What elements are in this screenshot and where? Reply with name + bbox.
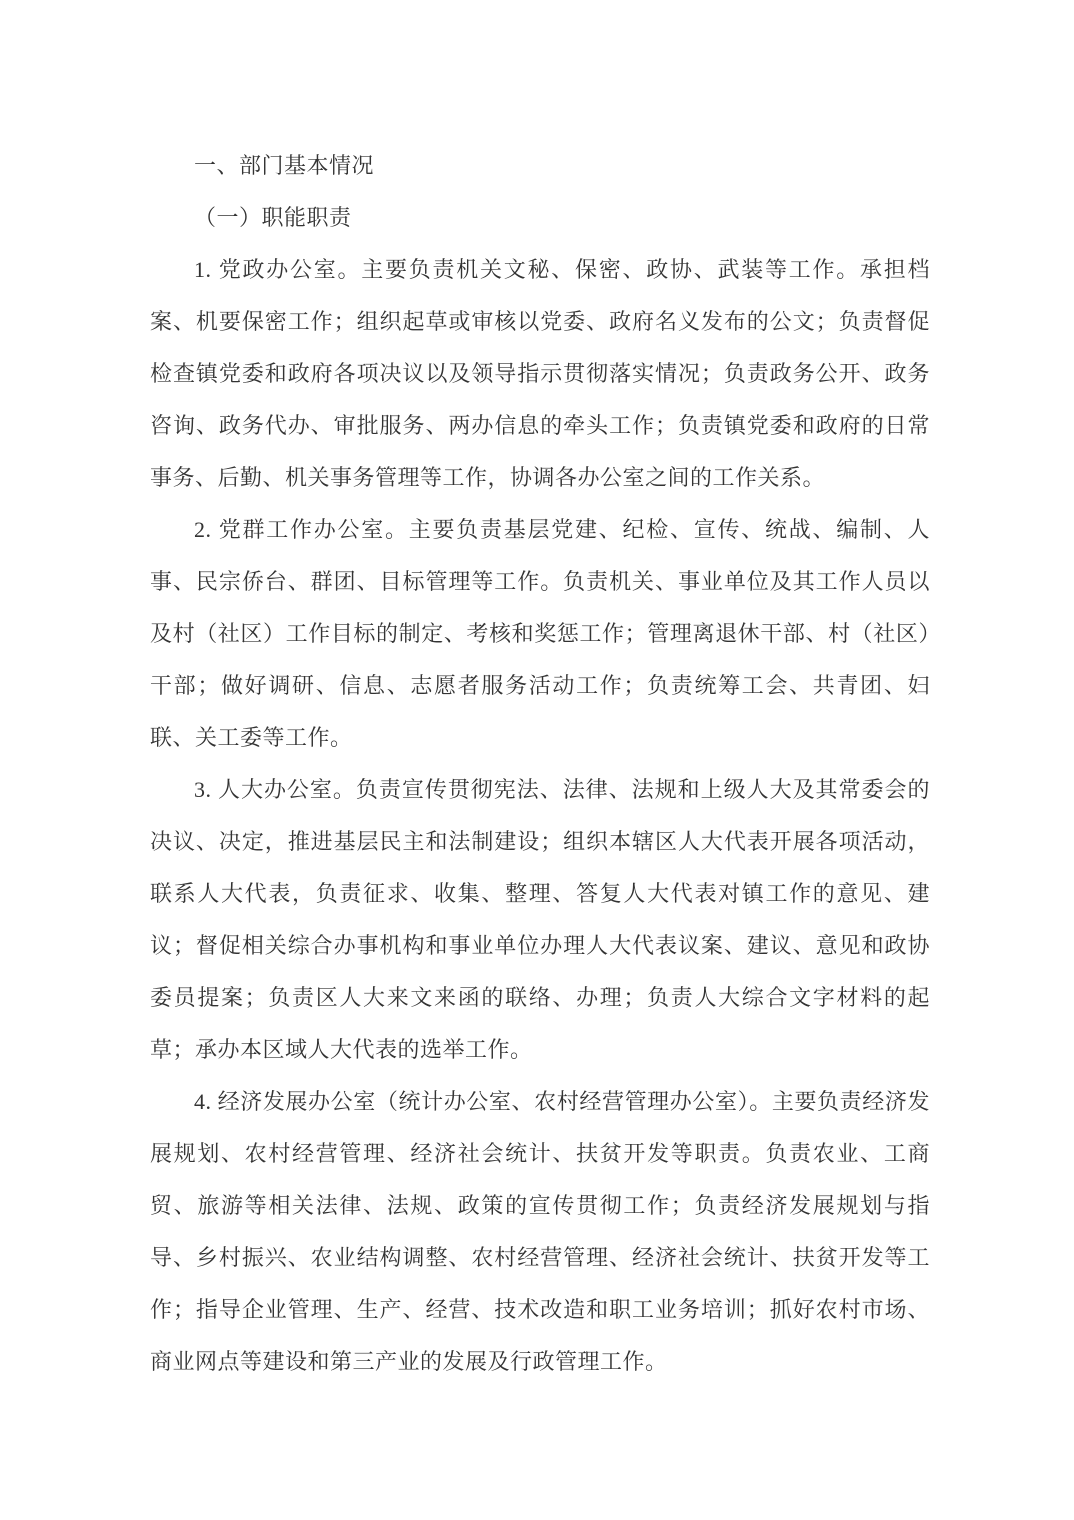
body-paragraph: 2. 党群工作办公室。主要负责基层党建、纪检、宣传、统战、编制、人事、民宗侨台、群团、目标管理等工作。负责机关、事业单位及其工作人员以及村（社区）工作目标的制定、考核和奖惩工作；管理离退休干部、村（社区）干部；做好调研、信息、志愿者服务活动工作；负责统筹工会、共青团、妇联、关工委等工作。 <box>150 517 930 750</box>
body-paragraph: 3. 人大办公室。负责宣传贯彻宪法、法律、法规和上级人大及其常委会的决议、决定，推进基层民主和法制建设；组织本辖区人大代表开展各项活动，联系人大代表，负责征求、收集、整理、答复人大代表对镇工作的意见、建议；督促相关综合办事机构和事业单位办理人大代表议案、建议、意见和政协委员提案；负责区人大来文来函的联络、办理；负责人大综合文字材料的起草；承办本区域人大代表的选举工作。 <box>150 777 930 1062</box>
subsection-heading: （一）职能职责 <box>194 205 352 230</box>
document-page <box>150 140 930 1388</box>
body-paragraph: 1. 党政办公室。主要负责机关文秘、保密、政协、武装等工作。承担档案、机要保密工作；组织起草或审核以党委、政府名义发布的公文；负责督促检查镇党委和政府各项决议以及领导指示贯彻落实情况；负责政务公开、政务咨询、政务代办、审批服务、两办信息的牵头工作；负责镇党委和政府的日常事务、后勤、机关事务管理等工作，协调各办公室之间的工作关系。 <box>150 257 930 490</box>
body-paragraph: 4. 经济发展办公室（统计办公室、农村经营管理办公室）。主要负责经济发展规划、农村经营管理、经济社会统计、扶贫开发等职责。负责农业、工商贸、旅游等相关法律、法规、政策的宣传贯彻工作；负责经济发展规划与指导、乡村振兴、农业结构调整、农村经营管理、经济社会统计、扶贫开发等工作；指导企业管理、生产、经营、技术改造和职工业务培训；抓好农村市场、商业网点等建设和第三产业的发展及行政管理工作。 <box>150 1089 930 1374</box>
section-heading: 一、部门基本情况 <box>194 153 375 178</box>
